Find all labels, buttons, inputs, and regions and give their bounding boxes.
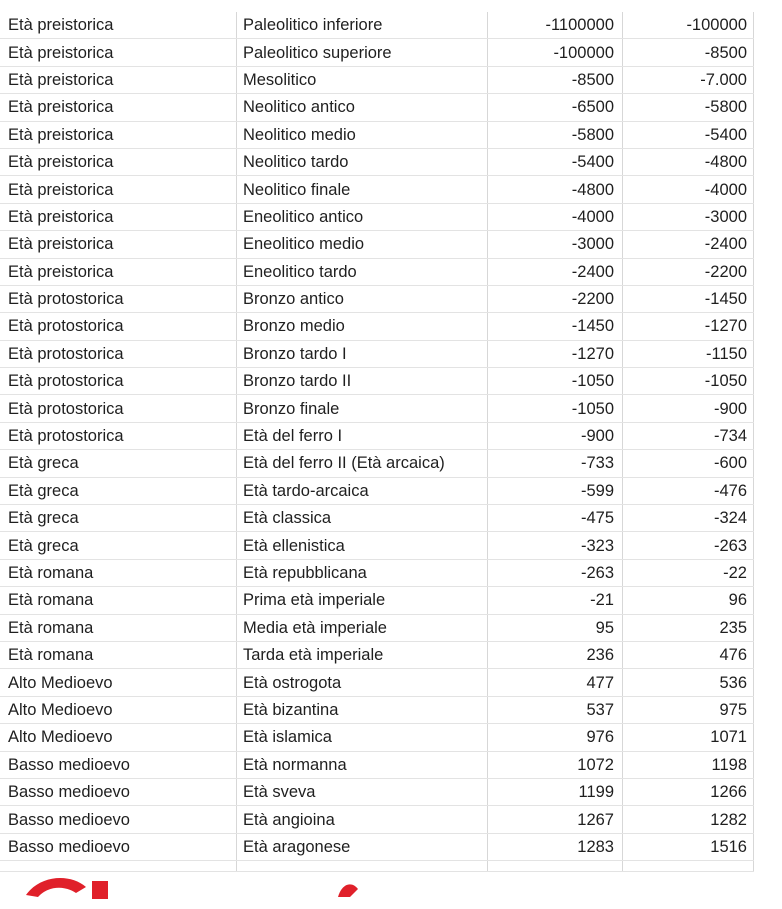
end-year-cell[interactable]: -2400	[623, 231, 754, 258]
period-cell[interactable]: Bronzo tardo II	[237, 368, 488, 395]
start-year-cell[interactable]: -1450	[488, 313, 623, 340]
end-year-cell[interactable]: -900	[623, 395, 754, 422]
red-heading-fragment	[0, 859, 782, 909]
era-cell[interactable]: Età protostorica	[0, 395, 237, 422]
era-cell[interactable]: Età protostorica	[0, 340, 237, 367]
period-cell[interactable]: Tarda età imperiale	[237, 641, 488, 668]
era-cell[interactable]: Alto Medioevo	[0, 669, 237, 696]
chronology-table	[0, 12, 754, 872]
table-row	[0, 806, 754, 833]
red-letter-fragment-2	[92, 881, 108, 899]
table-row	[0, 778, 754, 805]
table-row	[0, 285, 754, 312]
era-cell[interactable]: Età preistorica	[0, 12, 237, 39]
end-year-cell[interactable]: 1071	[623, 724, 754, 751]
era-cell[interactable]: Età romana	[0, 559, 237, 586]
end-year-cell[interactable]: -3000	[623, 203, 754, 230]
era-cell[interactable]: Età romana	[0, 614, 237, 641]
table-row	[0, 669, 754, 696]
red-letter-fragment-1	[26, 878, 86, 897]
period-cell[interactable]: Neolitico antico	[237, 94, 488, 121]
period-cell[interactable]: Età del ferro II (Età arcaica)	[237, 450, 488, 477]
end-year-cell[interactable]: 1282	[623, 806, 754, 833]
start-year-cell[interactable]: 236	[488, 641, 623, 668]
start-year-cell[interactable]: -5400	[488, 148, 623, 175]
end-year-cell[interactable]: -2200	[623, 258, 754, 285]
start-year-cell[interactable]: -1270	[488, 340, 623, 367]
table-row	[0, 148, 754, 175]
end-year-cell[interactable]: 96	[623, 587, 754, 614]
era-cell[interactable]: Età preistorica	[0, 121, 237, 148]
era-cell[interactable]: Basso medioevo	[0, 778, 237, 805]
start-year-cell[interactable]: -4000	[488, 203, 623, 230]
table-row	[0, 450, 754, 477]
start-year-cell[interactable]: 1199	[488, 778, 623, 805]
start-year-cell[interactable]: -8500	[488, 66, 623, 93]
period-cell[interactable]: Età sveva	[237, 778, 488, 805]
era-cell[interactable]: Età greca	[0, 505, 237, 532]
period-cell[interactable]: Paleolitico superiore	[237, 39, 488, 66]
end-year-cell[interactable]: -1270	[623, 313, 754, 340]
table-row	[0, 587, 754, 614]
start-year-cell[interactable]: -6500	[488, 94, 623, 121]
table-row	[0, 696, 754, 723]
table-row	[0, 258, 754, 285]
end-year-cell[interactable]: -7.000	[623, 66, 754, 93]
period-cell[interactable]: Età repubblicana	[237, 559, 488, 586]
start-year-cell[interactable]: 477	[488, 669, 623, 696]
period-cell[interactable]: Età normanna	[237, 751, 488, 778]
period-cell[interactable]: Bronzo medio	[237, 313, 488, 340]
era-cell[interactable]: Età preistorica	[0, 176, 237, 203]
era-cell[interactable]: Età protostorica	[0, 285, 237, 312]
table-row	[0, 422, 754, 449]
period-cell[interactable]: Età del ferro I	[237, 422, 488, 449]
table-row	[0, 724, 754, 751]
table-row	[0, 559, 754, 586]
era-cell[interactable]: Età greca	[0, 532, 237, 559]
table-row	[0, 66, 754, 93]
end-year-cell[interactable]: -100000	[623, 12, 754, 39]
table-body	[0, 12, 754, 872]
start-year-cell[interactable]: -100000	[488, 39, 623, 66]
start-year-cell[interactable]: -1050	[488, 368, 623, 395]
start-year-cell[interactable]: 1283	[488, 833, 623, 860]
table-row	[0, 12, 754, 39]
era-cell[interactable]: Età preistorica	[0, 231, 237, 258]
end-year-cell[interactable]: -5400	[623, 121, 754, 148]
end-year-cell[interactable]: 476	[623, 641, 754, 668]
start-year-cell[interactable]: 976	[488, 724, 623, 751]
end-year-cell[interactable]: -8500	[623, 39, 754, 66]
table-row	[0, 94, 754, 121]
period-cell[interactable]: Età classica	[237, 505, 488, 532]
period-cell[interactable]: Eneolitico medio	[237, 231, 488, 258]
period-cell[interactable]: Età islamica	[237, 724, 488, 751]
end-year-cell[interactable]: -4800	[623, 148, 754, 175]
era-cell[interactable]: Età protostorica	[0, 422, 237, 449]
era-cell[interactable]: Alto Medioevo	[0, 724, 237, 751]
start-year-cell[interactable]: -4800	[488, 176, 623, 203]
period-cell[interactable]: Media età imperiale	[237, 614, 488, 641]
era-cell[interactable]: Alto Medioevo	[0, 696, 237, 723]
period-cell[interactable]: Età aragonese	[237, 833, 488, 860]
start-year-cell[interactable]: 1072	[488, 751, 623, 778]
table-row	[0, 340, 754, 367]
start-year-cell[interactable]: 537	[488, 696, 623, 723]
era-cell[interactable]: Età protostorica	[0, 368, 237, 395]
period-cell[interactable]: Età ostrogota	[237, 669, 488, 696]
table-row	[0, 477, 754, 504]
end-year-cell[interactable]: -734	[623, 422, 754, 449]
table-row	[0, 505, 754, 532]
table-row	[0, 532, 754, 559]
table-row	[0, 231, 754, 258]
period-cell[interactable]: Neolitico tardo	[237, 148, 488, 175]
period-cell[interactable]: Mesolitico	[237, 66, 488, 93]
period-cell[interactable]: Eneolitico antico	[237, 203, 488, 230]
period-cell[interactable]: Neolitico finale	[237, 176, 488, 203]
era-cell[interactable]: Basso medioevo	[0, 751, 237, 778]
start-year-cell[interactable]: -900	[488, 422, 623, 449]
start-year-cell[interactable]: -733	[488, 450, 623, 477]
end-year-cell[interactable]: -4000	[623, 176, 754, 203]
period-cell[interactable]: Età angioina	[237, 806, 488, 833]
period-cell[interactable]: Età bizantina	[237, 696, 488, 723]
end-year-cell[interactable]: -263	[623, 532, 754, 559]
start-year-cell[interactable]: 95	[488, 614, 623, 641]
end-year-cell[interactable]: 1516	[623, 833, 754, 860]
table-row	[0, 395, 754, 422]
period-cell[interactable]: Età tardo-arcaica	[237, 477, 488, 504]
era-cell[interactable]: Età greca	[0, 450, 237, 477]
table-row	[0, 368, 754, 395]
era-cell[interactable]: Età preistorica	[0, 203, 237, 230]
end-year-cell[interactable]: -5800	[623, 94, 754, 121]
era-cell[interactable]: Età preistorica	[0, 258, 237, 285]
end-year-cell[interactable]: -1050	[623, 368, 754, 395]
era-cell[interactable]: Età romana	[0, 587, 237, 614]
end-year-cell[interactable]: -324	[623, 505, 754, 532]
end-year-cell[interactable]: -1450	[623, 285, 754, 312]
table-row	[0, 833, 754, 860]
end-year-cell[interactable]: -1150	[623, 340, 754, 367]
era-cell[interactable]: Età greca	[0, 477, 237, 504]
period-cell[interactable]: Paleolitico inferiore	[237, 12, 488, 39]
period-cell[interactable]: Neolitico medio	[237, 121, 488, 148]
table-row	[0, 614, 754, 641]
period-cell[interactable]: Eneolitico tardo	[237, 258, 488, 285]
period-cell[interactable]: Età ellenistica	[237, 532, 488, 559]
era-cell[interactable]: Basso medioevo	[0, 833, 237, 860]
era-cell[interactable]: Età preistorica	[0, 66, 237, 93]
era-cell[interactable]: Basso medioevo	[0, 806, 237, 833]
spreadsheet-table-region	[0, 12, 760, 872]
era-cell[interactable]: Età preistorica	[0, 39, 237, 66]
start-year-cell[interactable]: -475	[488, 505, 623, 532]
start-year-cell[interactable]: -21	[488, 587, 623, 614]
era-cell[interactable]: Età preistorica	[0, 94, 237, 121]
period-cell[interactable]: Prima età imperiale	[237, 587, 488, 614]
table-row	[0, 39, 754, 66]
era-cell[interactable]: Età preistorica	[0, 148, 237, 175]
start-year-cell[interactable]: -1050	[488, 395, 623, 422]
end-year-cell[interactable]: -600	[623, 450, 754, 477]
end-year-cell[interactable]: -22	[623, 559, 754, 586]
start-year-cell[interactable]: -2200	[488, 285, 623, 312]
period-cell[interactable]: Bronzo tardo I	[237, 340, 488, 367]
end-year-cell[interactable]: 536	[623, 669, 754, 696]
start-year-cell[interactable]: -3000	[488, 231, 623, 258]
start-year-cell[interactable]: 1267	[488, 806, 623, 833]
era-cell[interactable]: Età protostorica	[0, 313, 237, 340]
end-year-cell[interactable]: 975	[623, 696, 754, 723]
table-row	[0, 751, 754, 778]
era-cell[interactable]: Età romana	[0, 641, 237, 668]
table-row	[0, 641, 754, 668]
red-letter-fragment-3	[338, 884, 358, 897]
end-year-cell[interactable]: -476	[623, 477, 754, 504]
table-row	[0, 313, 754, 340]
end-year-cell[interactable]: 1266	[623, 778, 754, 805]
start-year-cell[interactable]: -263	[488, 559, 623, 586]
table-row	[0, 121, 754, 148]
period-cell[interactable]: Bronzo antico	[237, 285, 488, 312]
end-year-cell[interactable]: 235	[623, 614, 754, 641]
table-row	[0, 176, 754, 203]
period-cell[interactable]: Bronzo finale	[237, 395, 488, 422]
end-year-cell[interactable]: 1198	[623, 751, 754, 778]
start-year-cell[interactable]: -599	[488, 477, 623, 504]
start-year-cell[interactable]: -323	[488, 532, 623, 559]
table-row	[0, 203, 754, 230]
start-year-cell[interactable]: -2400	[488, 258, 623, 285]
start-year-cell[interactable]: -5800	[488, 121, 623, 148]
start-year-cell[interactable]: -1100000	[488, 12, 623, 39]
